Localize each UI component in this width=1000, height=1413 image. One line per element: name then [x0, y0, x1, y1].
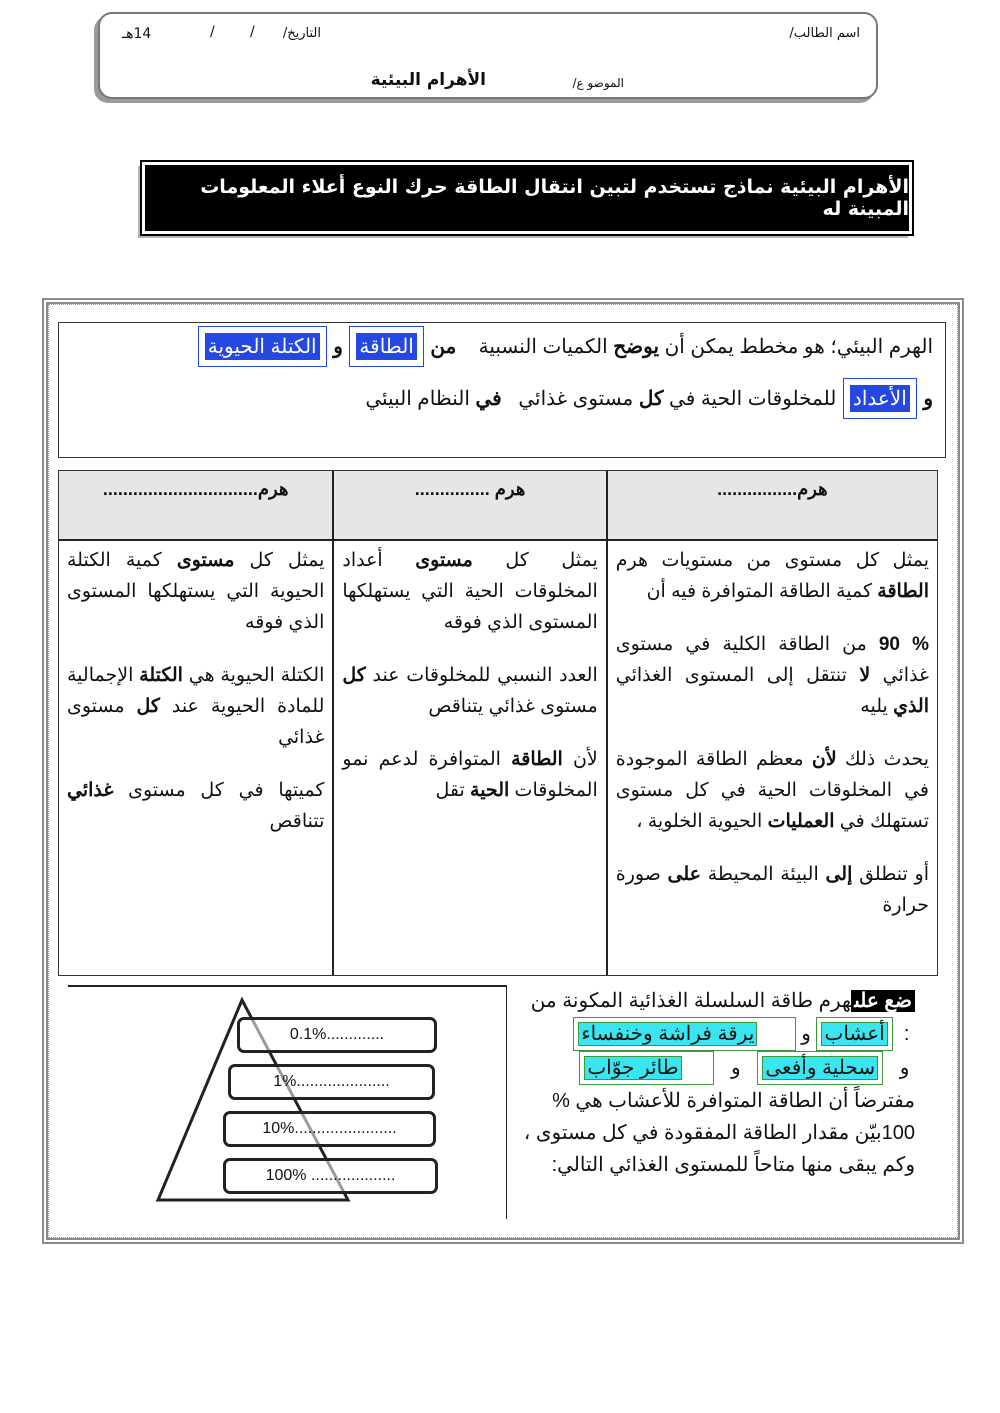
drag-item-caterpillar[interactable]: يرقة فراشة وخنفساء [578, 1022, 757, 1046]
pyramid-level-top[interactable]: 0.1%............. [237, 1017, 437, 1053]
question-mark: ضع على [851, 990, 915, 1012]
question-instruction: مفترضاً أن الطاقة المتوافرة للأعشاب هي % 100بيّن مقدار الطاقة المفقودة في كل مستوى ، وكم يبقى منها متاحاً للمستوى الغذائي التالي: [523, 1090, 915, 1176]
paragraph-text: الإجمالية للمادة الحيوية عند [67, 665, 325, 717]
column-paragraph [342, 660, 597, 722]
paragraph-text: لأن [562, 749, 598, 770]
paragraph-text: أعداد المخلوقات الحية التي يستهلكها المستوى الذي فوقه [342, 550, 598, 633]
paragraph-text: المتوافرة لدعم نمو المخلوقات [342, 749, 598, 801]
keyword: لأن [811, 749, 837, 770]
definition-text: للمخلوقات الحية في [669, 388, 837, 410]
definition-and: و [923, 388, 933, 410]
drag-item-turtle[interactable]: سحلية وأفعى [762, 1056, 878, 1080]
paragraph-text: تقل [435, 780, 471, 801]
keyword: الذي [893, 696, 929, 717]
page-title: الأهرام البيئية [370, 70, 486, 90]
question-intro: هرم طاقة السلسلة الغذائية المكونة من [530, 990, 852, 1012]
paragraph-text: كمية الطاقة المتوافرة فيه أن [646, 581, 878, 602]
column-paragraph [342, 744, 597, 806]
energy-pyramid-column [606, 471, 937, 975]
answer-numbers[interactable]: الأعداد [850, 385, 910, 412]
answer-energy[interactable]: الطاقة [356, 333, 416, 360]
definition-keyword: من [430, 336, 457, 358]
answer-slot [579, 1051, 714, 1085]
keyword: مستوى [415, 550, 473, 571]
definition-text: النظام البيئي [365, 388, 470, 410]
definition-text: الكميات النسبية [478, 336, 608, 358]
column-header[interactable]: هرم ............... [334, 471, 605, 541]
biomass-pyramid-column [59, 471, 332, 975]
hijri-year: 14هـ [122, 26, 152, 42]
connector-and: و [899, 1057, 910, 1079]
definition-and: و [333, 336, 343, 358]
keyword: كل [136, 696, 160, 717]
paragraph-text: الكتلة الحيوية هي [182, 665, 325, 686]
keyword: مستوى [176, 550, 235, 571]
column-paragraph [342, 545, 597, 638]
paragraph-text: صورة حرارة [615, 864, 929, 916]
answer-slot [573, 1017, 796, 1051]
topic-label: الموضو ع/ [572, 76, 624, 90]
column-paragraph [616, 859, 929, 921]
paragraph-text: تتناقص [269, 811, 325, 832]
keyword: الحية [470, 780, 510, 801]
column-body [59, 541, 332, 837]
keyword: الطاقة [511, 749, 563, 770]
paragraph-text: مستوى غذائي [67, 696, 325, 748]
answer-slot [816, 1017, 892, 1051]
keyword: كل [342, 665, 366, 686]
section-rule [68, 985, 506, 987]
paragraph-text: يحدث ذلك [836, 749, 930, 770]
section-divider [506, 985, 507, 1219]
column-paragraph [616, 545, 929, 607]
intro-banner: الأهرام البيئية نماذج تستخدم لتبين انتقال الطاقة حرك النوع أعلاء المعلومات المبينة له [142, 162, 912, 234]
column-header[interactable]: هرم............................... [59, 471, 332, 541]
pyramid-level-base[interactable]: 100% ................... [223, 1158, 438, 1194]
drag-item-grass[interactable]: أعشاب [821, 1022, 887, 1046]
paragraph-text: كمية الكتلة الحيوية التي يستهلكها المستوى الذي فوقه [67, 550, 325, 633]
keyword: غذائي [67, 780, 114, 801]
answer-biomass[interactable]: الكتلة الحيوية [205, 333, 320, 360]
definition-box [58, 322, 946, 458]
pyramid-level-2[interactable]: 1%..................... [228, 1064, 435, 1100]
definition-keyword: في [475, 388, 502, 410]
definition-keyword: يوضح [613, 336, 660, 358]
column-paragraph [616, 629, 929, 722]
keyword: لا [859, 665, 871, 686]
date-separator: / [250, 24, 255, 40]
drag-item-bird[interactable]: طائر جوّاب [584, 1056, 681, 1080]
date-separator: / [210, 24, 215, 40]
column-body [334, 541, 605, 806]
column-paragraph [616, 744, 929, 837]
definition-lead: الهرم البيئي؛ هو مخطط يمكن أن [664, 336, 933, 358]
keyword: على [667, 864, 702, 885]
keyword: % 90 [878, 634, 929, 655]
numbers-pyramid-column [332, 471, 605, 975]
connector-and: و [731, 1057, 741, 1079]
keyword: الطاقة [877, 581, 929, 602]
question-text [515, 985, 915, 1181]
paragraph-text: يليه [860, 696, 894, 717]
paragraph-text: تنتقل إلى المستوى الغذائي [615, 665, 860, 686]
column-paragraph [67, 660, 324, 753]
question-colon: : [903, 1023, 910, 1045]
pyramid-level-3[interactable]: 10%....................... [223, 1111, 436, 1147]
paragraph-text: يمثل كل [234, 550, 325, 571]
column-header[interactable]: هرم................ [608, 471, 937, 541]
header-card [98, 12, 878, 99]
definition-line-2 [365, 385, 933, 412]
paragraph-text: من الطاقة الكلية في مستوى غذائي [615, 634, 929, 686]
definition-text: مستوى غذائي [518, 388, 634, 410]
column-paragraph [67, 775, 324, 837]
definition-line-1 [109, 333, 933, 360]
paragraph-text: البيئة المحيطة [701, 864, 826, 885]
answer-slot [757, 1051, 883, 1085]
paragraph-text: يمثل كل مستوى من مستويات هرم [615, 550, 929, 571]
paragraph-text: أو تنطلق [852, 864, 929, 885]
definition-keyword: كل [638, 388, 664, 410]
pyramid-types-table [58, 470, 938, 976]
keyword: العمليات [767, 811, 835, 832]
paragraph-text: العدد النسبي للمخلوقات عند [365, 665, 598, 686]
column-paragraph [67, 545, 324, 638]
column-body [608, 541, 937, 921]
paragraph-text: مستوى غذائي يتناقص [428, 696, 598, 717]
keyword: الكتلة [139, 665, 183, 686]
paragraph-text: الحيوية الخلوية ، [636, 811, 768, 832]
keyword: إلى [825, 864, 853, 885]
date-label: التاريخ/ [282, 26, 321, 41]
paragraph-text: كميتها في كل مستوى [113, 780, 325, 801]
connector-and: و [801, 1023, 811, 1045]
paragraph-text: يمثل كل [472, 550, 598, 571]
student-name-label: اسم الطالب/ [789, 26, 860, 41]
paragraph-text: معظم الطاقة الموجودة في المخلوقات الحية في كل مستوى تستهلك في [615, 749, 929, 832]
